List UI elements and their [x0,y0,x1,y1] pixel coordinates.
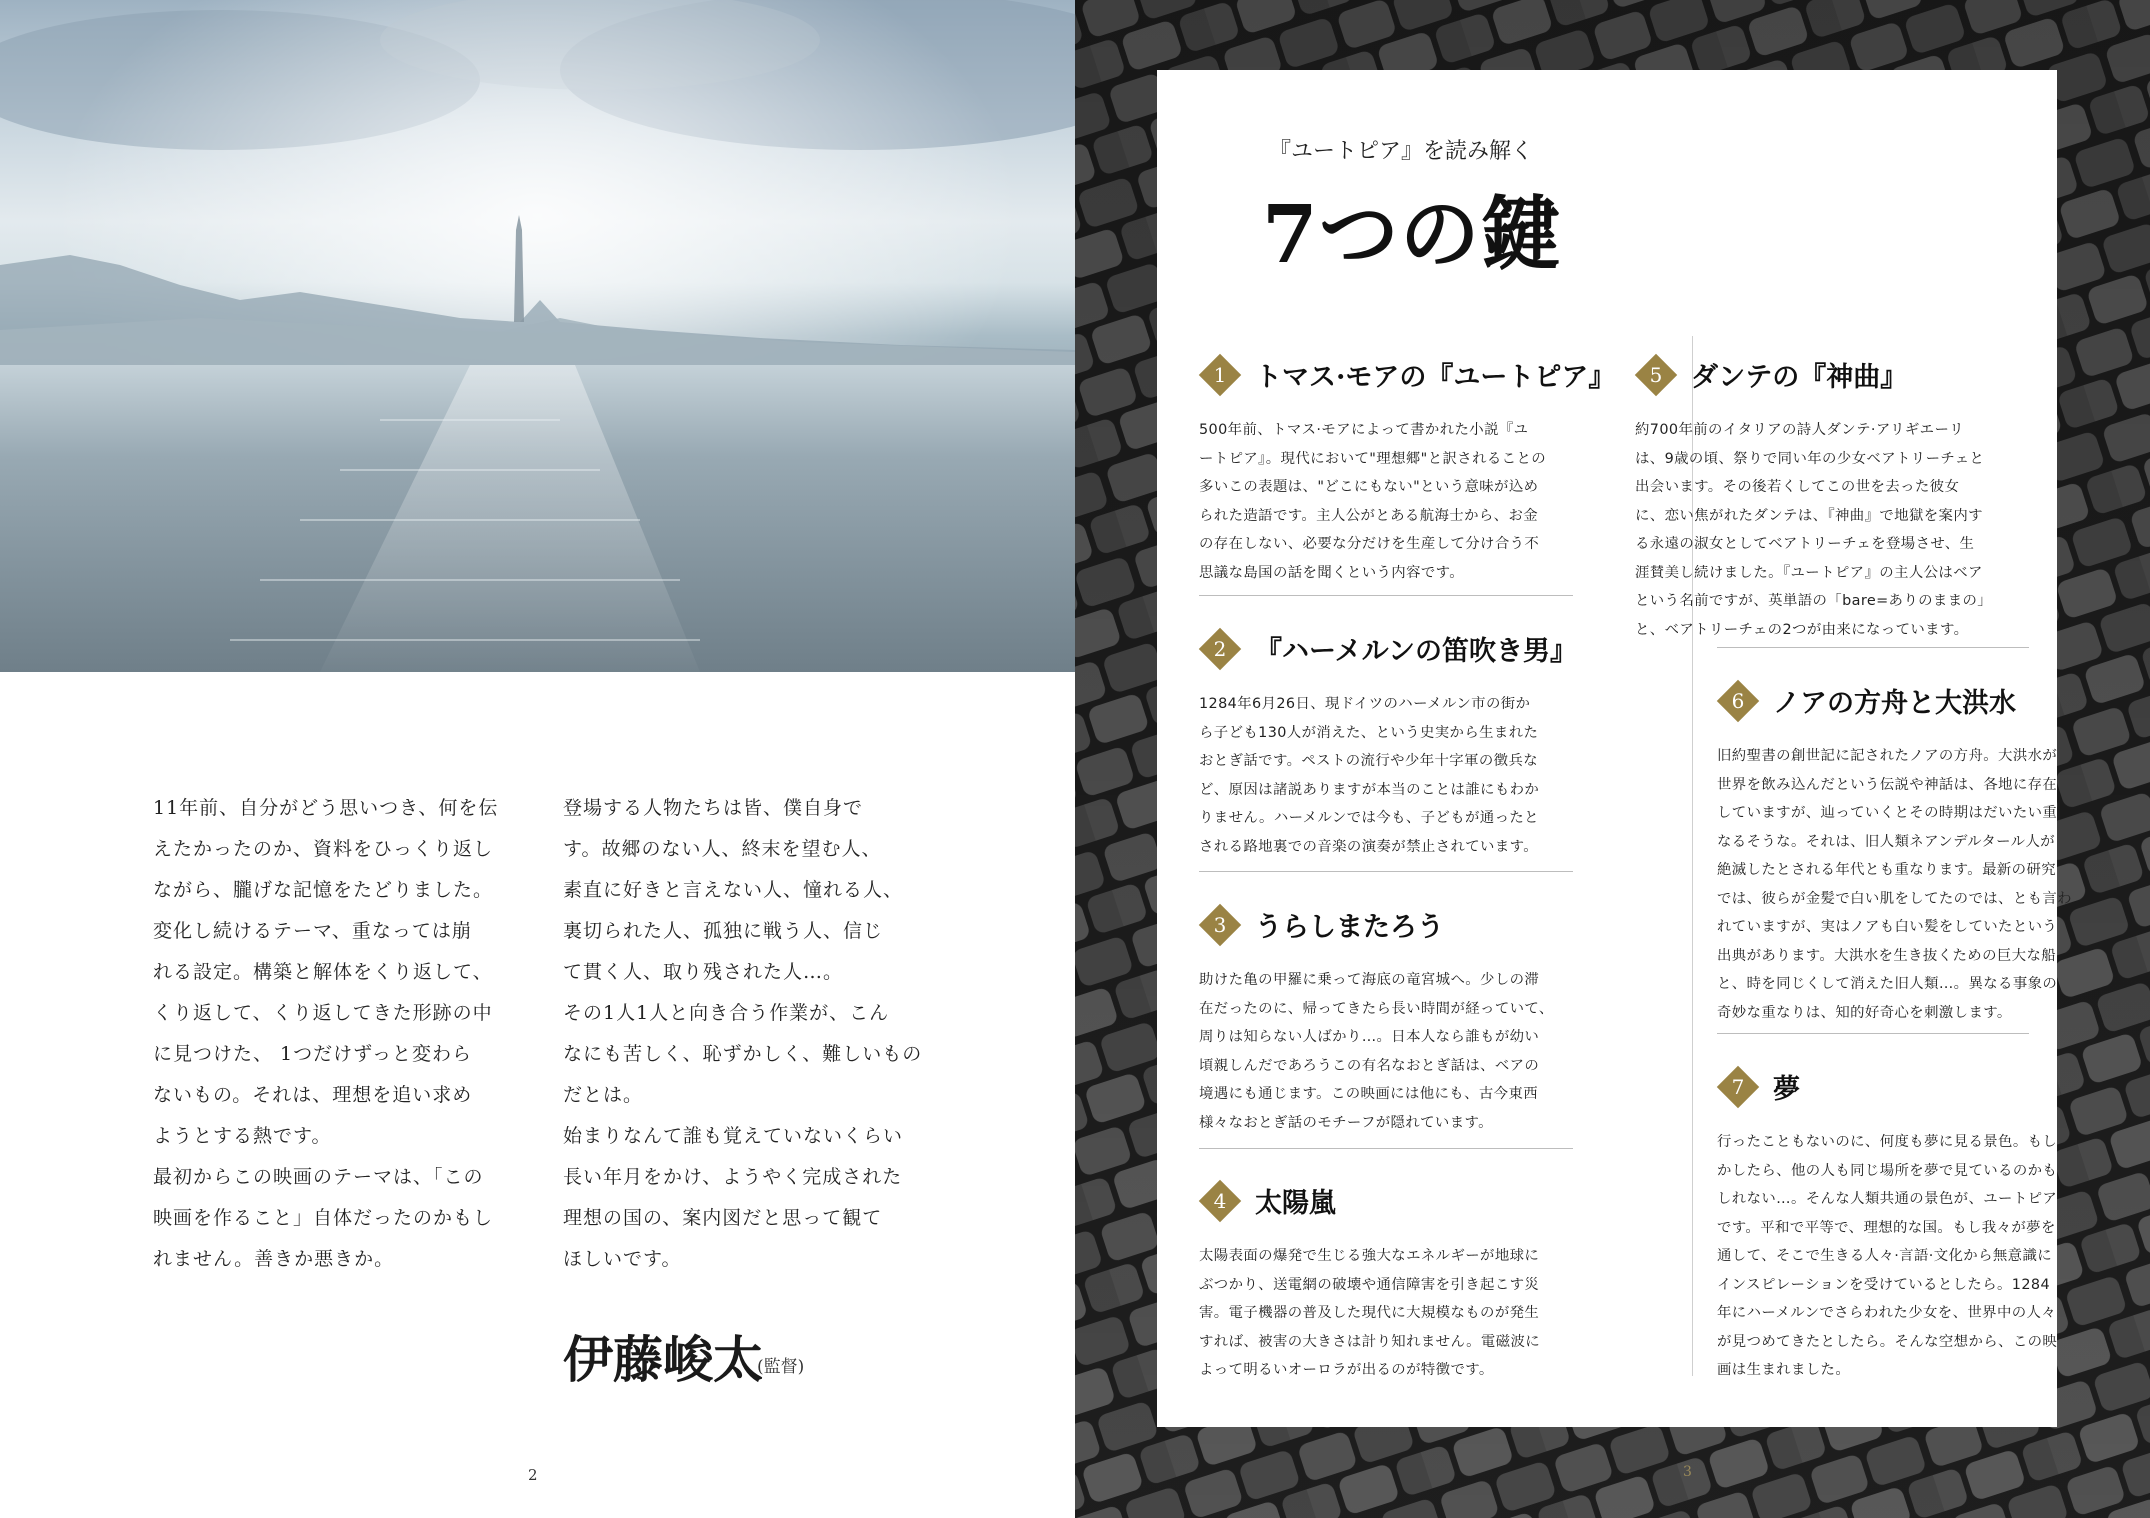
key-body-line: しれない…。そんな人類共通の景色が、ユートピア [1717,1191,2058,1207]
right-page [1075,0,2150,1518]
essay-line: 変化し続けるテーマ、重なっては崩 [153,920,472,942]
key-body-line: が見つめてきたとしたら。そんな空想から、この映 [1717,1333,2058,1350]
key-body-line: は、9歳の頃、祭りで同い年の少女ベアトリーチェと [1635,450,1985,467]
key-body-line: では、彼らが金髪で白い肌をしてたのでは、とも言わ [1717,890,2072,907]
essay-line: ながら、朧げな記憶をたどりました。 [153,879,494,901]
essay-line: その1人1人と向き合う作業が、こん [563,1002,890,1024]
key-title: 太陽嵐 [1255,1188,1336,1219]
essay-line: くり返して、くり返してきた形跡の中 [153,1002,493,1024]
key-body-line: 出典があります。大洪水を生き抜くための巨大な船 [1717,947,2057,964]
key-title: うらしまたろう [1255,912,1444,943]
key-body-line: ートピア』。現代において"理想郷"と訳されることの [1199,450,1547,467]
key-body-line: 周りは知らない人ばかり…。日本人なら誰もが幼い [1199,1029,1540,1045]
essay-line: れる設定。構築と解体をくり返して、 [153,961,493,983]
essay-line: に見つけた、 1つだけずっと変わら [153,1043,472,1065]
key-title: トマス·モアの『ユートピア』 [1255,362,1616,393]
key-title: ノアの方舟と大洪水 [1773,688,2016,719]
key-number-badge: 2 [1199,628,1241,670]
key-body [1199,416,1573,587]
key-number-badge: 7 [1717,1066,1759,1108]
key-section-6 [1717,672,2091,1027]
lake-tower-photo [0,0,1075,672]
essay-line: れません。善きか悪きか。 [153,1248,395,1270]
key-body-line: です。平和で平等で、理想的な国。もし我々が夢を [1717,1219,2056,1236]
key-body-line: 行ったこともないのに、何度も夢に見る景色。もし [1717,1134,2058,1150]
essay-line: だとは。 [563,1084,644,1106]
key-body-line: 害。電子機器の普及した現代に大規模なものが発生 [1199,1305,1540,1321]
section-divider [1717,1033,2029,1034]
section-divider [1199,1148,1573,1149]
key-title: 夢 [1773,1074,1800,1105]
key-body-line: 在だったのに、帰ってきたら長い時間が経っていて、 [1199,1000,1554,1017]
key-body-line: インスピレーションを受けているとしたら。1284 [1717,1276,2051,1293]
key-body-line: かしたら、他の人も同じ場所を夢で見ているのかも [1717,1162,2058,1179]
page-number-right: 3 [1683,1464,1692,1480]
key-body-line: よって明るいオーロラが出るのが特徴です。 [1199,1362,1494,1378]
essay-line: ようとする熱です。 [153,1125,332,1147]
key-body-line: 多いこの表題は、"どこにもない"という意味が込め [1199,479,1539,495]
key-body-line: 年にハーメルンでさらわれた少女を、世界中の人々 [1717,1305,2057,1321]
key-body [1199,1242,1573,1385]
key-body-line: 思議な島国の話を聞くという内容です。 [1199,564,1465,581]
key-body-line: 通して、そこで生きる人々·言語·文化から無意識に [1717,1248,2053,1264]
key-body-line: 出会います。その後若くしてこの世を去った彼女 [1635,479,1960,495]
page-number-left: 2 [528,1466,538,1484]
section-divider [1199,595,1573,596]
key-body-line: ぶつかり、送電網の破壊や通信障害を引き起こす災 [1199,1276,1540,1293]
key-number-badge: 1 [1199,354,1241,396]
essay-line: 最初からこの映画のテーマは、「この [153,1166,484,1188]
key-section-5 [1635,346,2009,644]
key-body-line: おとぎ話です。ペストの流行や少年十字軍の徴兵な [1199,753,1539,769]
essay-line: て貫く人、取り残された人…。 [563,961,844,983]
essay-line: なにも苦しく、恥ずかしく、難しいもの [563,1043,923,1065]
key-body-line: なるそうな。それは、旧人類ネアンデルタール人が [1717,833,2056,850]
key-body-line: 奇妙な重なりは、知的好奇心を刺激します。 [1717,1004,2012,1021]
key-body-line: 頃親しんだであろうこの有名なおとぎ話は、ベアの [1199,1057,1540,1074]
key-body-line: 世界を飲み込んだという伝説や神話は、各地に存在 [1717,776,2058,793]
key-section-3 [1199,896,1573,1137]
key-body-line: ど、原因は諸説ありますが本当のことは誰にもわか [1199,781,1540,798]
key-body-line: していますが、辿っていくとその時期はだいたい重 [1717,805,2058,821]
section-divider [1717,647,2029,648]
key-title: ダンテの『神曲』 [1691,362,1908,393]
key-body-line: る永遠の淑女としてベアトリーチェを登場させ、生 [1635,536,1975,552]
key-body [1635,416,2009,644]
key-body-line: 約700年前のイタリアの詩人ダンテ·アリギエーリ [1635,422,1965,438]
key-body-line: 絶滅したとされる年代とも重なります。最新の研究 [1717,862,2057,878]
essay-line: ほしいです。 [563,1248,682,1270]
key-body-line: りません。ハーメルンでは今も、子どもが通ったと [1199,810,1539,826]
key-body [1717,742,2091,1027]
article-title: 7つの鍵 [1262,187,1562,281]
key-body-line: と、時を同じくして消えた旧人類…。異なる事象の [1717,976,2058,992]
key-body-line: という名前ですが、英単語の「bare=ありのままの」 [1635,593,1993,609]
essay-line: 長い年月をかけ、ようやく完成された [563,1166,903,1188]
key-body-line: すれば、被害の大きさは計り知れません。電磁波に [1199,1333,1541,1350]
director-role: (監督) [757,1357,805,1377]
key-section-7 [1717,1058,2091,1385]
key-body [1717,1128,2091,1385]
key-body-line: 境遇にも通じます。この映画には他にも、古今東西 [1199,1086,1539,1102]
section-divider [1199,871,1573,872]
essay-line: 11年前、自分がどう思いつき、何を伝 [153,797,499,819]
key-body-line: られた造語です。主人公がとある航海士から、お金 [1199,507,1539,524]
essay-line: 登場する人物たちは皆、僕自身で [563,797,864,819]
key-body-line: 涯賛美し続けました。『ユートピア』の主人公はベア [1635,564,1983,581]
essay-line: 理想の国の、案内図だと思って観て [563,1207,883,1229]
key-title: 『ハーメルンの笛吹き男』 [1255,636,1577,667]
key-body-line: の存在しない、必要な分だけを生産して分け合う不 [1199,536,1540,552]
key-number-badge: 6 [1717,680,1759,722]
essay-line: ないもの。それは、理想を追い求め [153,1084,473,1106]
key-body-line: 様々なおとぎ話のモチーフが隠れています。 [1199,1114,1493,1131]
key-section-2 [1199,620,1577,861]
key-body-line: 画は生まれました。 [1717,1362,1851,1378]
essay-line: す。故郷のない人、終末を望む人、 [563,838,882,860]
key-number-badge: 5 [1635,354,1677,396]
article-kicker: 『ユートピア』を読み解く [1269,139,1534,164]
essay-line: 映画を作ること」自体だったのかもし [153,1207,494,1229]
key-section-4 [1199,1172,1573,1385]
key-body [1199,966,1573,1137]
essay-line: えたかったのか、資料をひっくり返し [153,838,494,860]
essay-line: 素直に好きと言えない人、憧れる人、 [563,879,904,901]
lake-tower-illustration [0,0,1075,672]
key-body-line: 助けた亀の甲羅に乗って海底の竜宮城へ。少しの滞 [1199,972,1540,988]
key-body-line: ら子ども130人が消えた、という史実から生まれた [1199,724,1539,741]
key-body-line: と、ベアトリーチェの2つが由来になっています。 [1635,621,1969,638]
essay-column-1 [153,788,513,1280]
essay-column-2 [563,788,923,1280]
key-body-line: 太陽表面の爆発で生じる強大なエネルギーが地球に [1199,1248,1540,1264]
key-body-line: 500年前、トマス·モアによって書かれた小説『ユ [1199,422,1529,438]
key-number-badge: 4 [1199,1180,1241,1222]
key-body [1199,690,1573,861]
key-number-badge: 3 [1199,904,1241,946]
key-body-line: 1284年6月26日、現ドイツのハーメルン市の街か [1199,696,1531,712]
key-body-line: れていますが、実はノアも白い髪をしていたという [1717,919,2058,935]
key-body-line: 旧約聖書の創世記に記されたノアの方舟。大洪水が [1717,748,2058,764]
essay-line: 始まりなんて誰も覚えていないくらい [563,1125,904,1147]
key-body-line: される路地裏での音楽の演奏が禁止されています。 [1199,838,1539,855]
article-card [1157,70,2072,1480]
key-section-1 [1199,346,1616,587]
key-body-line: に、恋い焦がれたダンテは、『神曲』で地獄を案内す [1635,507,1983,524]
essay-line: 裏切られた人、孤独に戦う人、信じ [563,920,884,942]
director-name: 伊藤峻太 [563,1330,763,1389]
